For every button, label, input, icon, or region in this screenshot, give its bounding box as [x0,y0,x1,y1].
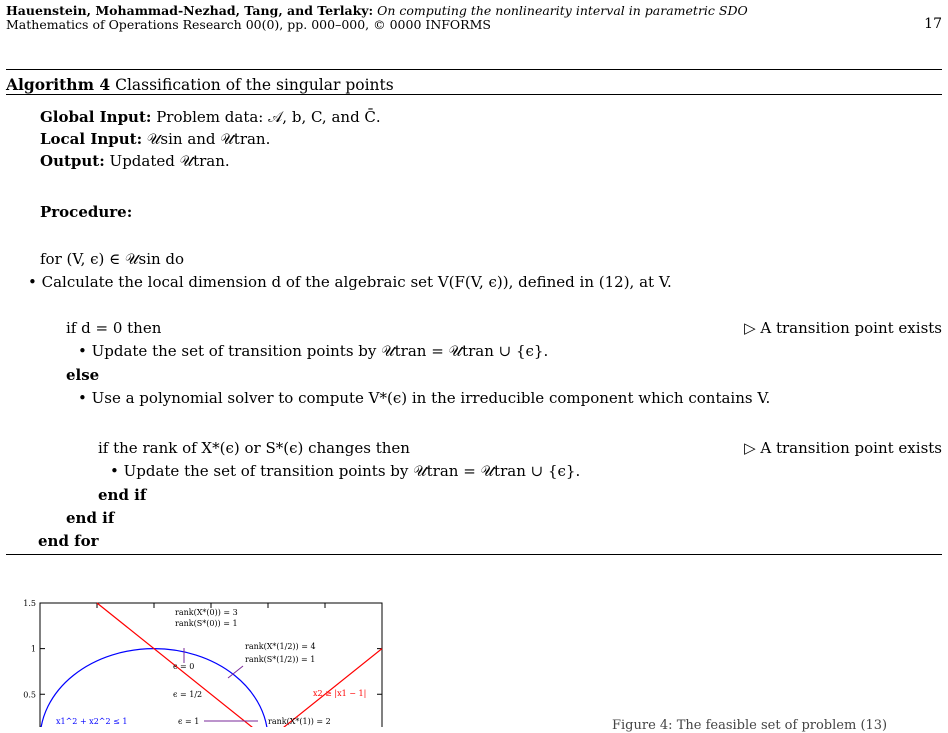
figure-caption: Figure 4: The feasible set of problem (13) [612,718,888,733]
annotation-rank-x0: rank(X*(0)) = 3 [175,608,238,617]
update-line-1: • Update the set of transition points by 𝒰tran = 𝒰tran ∪ {ϵ}. [78,342,549,360]
annotation-eps-1: ϵ = 1 [178,717,200,726]
annotation-eps-half: ϵ = 1/2 [173,690,203,699]
else-line: else [66,366,100,384]
legend-circle: x1^2 + x2^2 ≤ 1 [56,717,128,726]
page-number: 17 [924,16,942,32]
algorithm-top-rule [6,69,942,70]
unit-circle-curve [40,649,268,727]
annotation-rank-s-half: rank(S*(1/2)) = 1 [245,655,316,664]
annotation-rank-x1: rank(X*(1)) = 2 [268,717,331,726]
if-rank-changes: if the rank of X*(ϵ) or S*(ϵ) changes then [98,439,410,457]
header-journal: Mathematics of Operations Research 00(0), pp. 000–000, © 0000 INFORMS [6,17,491,32]
comment-transition-1: ▷ A transition point exists [744,319,942,337]
solver-line: • Use a polynomial solver to compute V*(ϵ) in the irreducible component which contains V. [78,389,771,407]
calc-line: • Calculate the local dimension d of the algebraic set V(F(V, ϵ)), defined in (12), at V. [28,273,672,291]
for-line: for (V, ϵ) ∈ 𝒰sin do [40,250,185,268]
annotation-rank-x-half: rank(X*(1/2)) = 4 [245,642,316,651]
legend-abs: x2 ≥ |x1 − 1| [313,689,367,698]
if-d-zero: if d = 0 then [66,319,162,337]
annotation-rank-s0: rank(S*(0)) = 1 [175,619,238,628]
abs-value-curve [97,603,382,727]
annotation-eps-0: ϵ = 0 [173,662,195,671]
plot-annotations [56,608,366,726]
update-line-2: • Update the set of transition points by 𝒰tran = 𝒰tran ∪ {ϵ}. [110,462,581,480]
end-for: end for [38,532,99,550]
algorithm-title-rule [6,94,942,95]
local-input: Local Input: 𝒰sin and 𝒰tran. [40,130,271,148]
header-authors: Hauenstein, Mohammad-Nezhad, Tang, and Terlaky: [6,3,374,18]
procedure-label: Procedure: [40,203,133,221]
y-tick-label: 0.5 [23,690,36,700]
algorithm-bottom-rule [6,554,942,555]
header-title: On computing the nonlinearity interval in parametric SDO [377,3,748,18]
comment-transition-2: ▷ A transition point exists [744,439,942,457]
running-header [6,4,942,32]
algorithm-title: Algorithm 4 Classification of the singular points [6,75,394,94]
y-tick-label: 1 [30,644,36,654]
end-if-inner: end if [98,486,147,504]
output-line: Output: Updated 𝒰tran. [40,152,230,170]
feasible-set-plot [0,596,948,727]
end-if-outer: end if [66,509,115,527]
global-input: Global Input: Problem data: 𝒜, b, C, and C̄. [40,108,381,126]
y-tick-label: 1.5 [23,599,36,608]
